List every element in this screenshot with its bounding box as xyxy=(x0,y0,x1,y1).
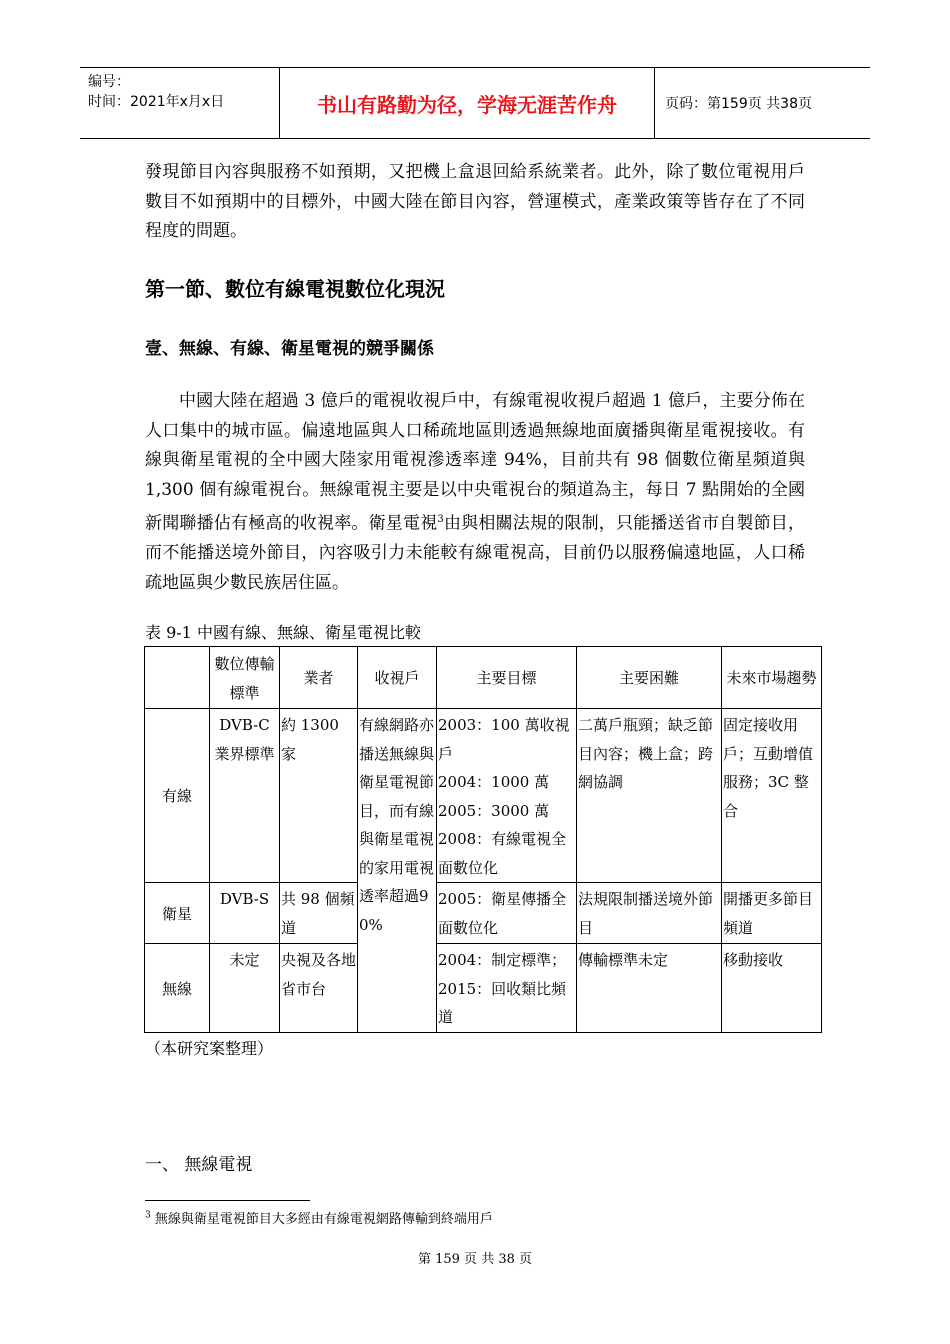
header-cell: 主要困難 xyxy=(577,647,722,709)
next-heading: 一、 無線電視 xyxy=(145,1155,253,1175)
goal-cell: 2004：制定標準；2015：回收類比頻道 xyxy=(437,944,577,1033)
footnote-ref: 3 xyxy=(437,514,444,525)
operator-cell: 約 1300 家 xyxy=(280,709,358,883)
table-caption: 表 9-1 中國有線、無線、衛星電視比較 xyxy=(145,623,421,642)
header-meta xyxy=(80,68,280,138)
standard-cell: DVB-C 業界標準 xyxy=(210,709,280,883)
goal-cell: 2003：100 萬收視戶 2004：1000 萬 2005：3000 萬 2008：有線電視全面數位化 xyxy=(437,709,577,883)
footnote-divider xyxy=(145,1200,310,1201)
page-header xyxy=(80,67,870,139)
difficulty-cell: 法規限制播送境外節目 xyxy=(577,883,722,944)
standard-cell: 未定 xyxy=(210,944,280,1033)
footnote-number: 3 xyxy=(145,1210,151,1221)
header-cell: 數位傳輸標準 xyxy=(210,647,280,709)
body-text-part2: 由與相關法規的限制，只能播送省市自製節目，而不能播送境外節目，內容吸引力未能較有線電視高，目前仍以服務偏遠地區，人口稀疏地區與少數民族居住區。 xyxy=(145,513,806,593)
operator-cell: 共 98 個頻道 xyxy=(280,883,358,944)
difficulty-cell: 二萬戶瓶頸；缺乏節目內容；機上盒；跨網協調 xyxy=(577,709,722,883)
table-header-row xyxy=(145,647,822,709)
comparison-table xyxy=(144,646,822,1033)
header-motto: 书山有路勤为径，学海无涯苦作舟 xyxy=(280,68,655,138)
table-source-note: （本研究案整理） xyxy=(145,1039,274,1058)
operator-cell: 央視及各地省市台 xyxy=(280,944,358,1033)
header-cell xyxy=(145,647,210,709)
header-cell: 業者 xyxy=(280,647,358,709)
intro-paragraph: 發現節目內容與服務不如預期，又把機上盒退回給系統業者。此外，除了數位電視用戶數目不如預期中的目標外，中國大陸在節目內容，營運模式，產業政策等皆存在了不同程度的問題。 xyxy=(145,162,805,241)
goal-cell: 2005：衛星傳播全面數位化 xyxy=(437,883,577,944)
trend-cell: 固定接收用戶；互動增值服務；3C 整合 xyxy=(722,709,822,883)
table-row xyxy=(145,709,822,883)
header-cell: 未來市場趨勢 xyxy=(722,647,822,709)
header-page-number: 页码：第159页 共38页 xyxy=(665,96,812,112)
table-row xyxy=(145,883,822,944)
header-cell: 收視戶 xyxy=(358,647,437,709)
footnote xyxy=(145,1208,493,1227)
section-title: 第一節、數位有線電視數位化現況 xyxy=(145,277,445,301)
subsection-title: 壹、無線、有線、衛星電視的競爭關係 xyxy=(145,339,434,359)
row-label: 無線 xyxy=(145,944,210,1033)
difficulty-cell: 傳輸標準未定 xyxy=(577,944,722,1033)
row-label: 衛星 xyxy=(145,883,210,944)
row-label: 有線 xyxy=(145,709,210,883)
footnote-text: 無線與衛星電視節目大多經由有線電視網路傳輸到終端用戶 xyxy=(154,1212,493,1227)
header-cell: 主要目標 xyxy=(437,647,577,709)
header-number: 编号： xyxy=(88,74,130,90)
page-footer: 第 159 页 共 38 页 xyxy=(417,1252,533,1267)
header-date: 时间：2021年x月x日 xyxy=(88,94,225,110)
body-paragraph xyxy=(145,387,805,598)
trend-cell: 移動接收 xyxy=(722,944,822,1033)
trend-cell: 開播更多節目頻道 xyxy=(722,883,822,944)
viewers-cell: 有線網路亦播送無線與衛星電視節目，而有線與衛星電視的家用電視透率超過90% xyxy=(358,709,437,1033)
table-row xyxy=(145,944,822,1033)
standard-cell: DVB-S xyxy=(210,883,280,944)
body-text-part1: 中國大陸在超過 3 億戶的電視收視戶中，有線電視收視戶超過 1 億戶，主要分佈在人口集中的城市區。偏遠地區與人口稀疏地區則透過無線地面廣播與衛星電視接收。有線與衛星電視的全中國大陸家用電視滲透率達 94%，目前共有 98 個數位衛星頻道與 1,300 個有線電視台。無線電視主要是以中央電視台的頻道為主，每日 7 點開始的全國新聞聯播佔有極高的收視率。衛星電視 xyxy=(145,391,805,534)
